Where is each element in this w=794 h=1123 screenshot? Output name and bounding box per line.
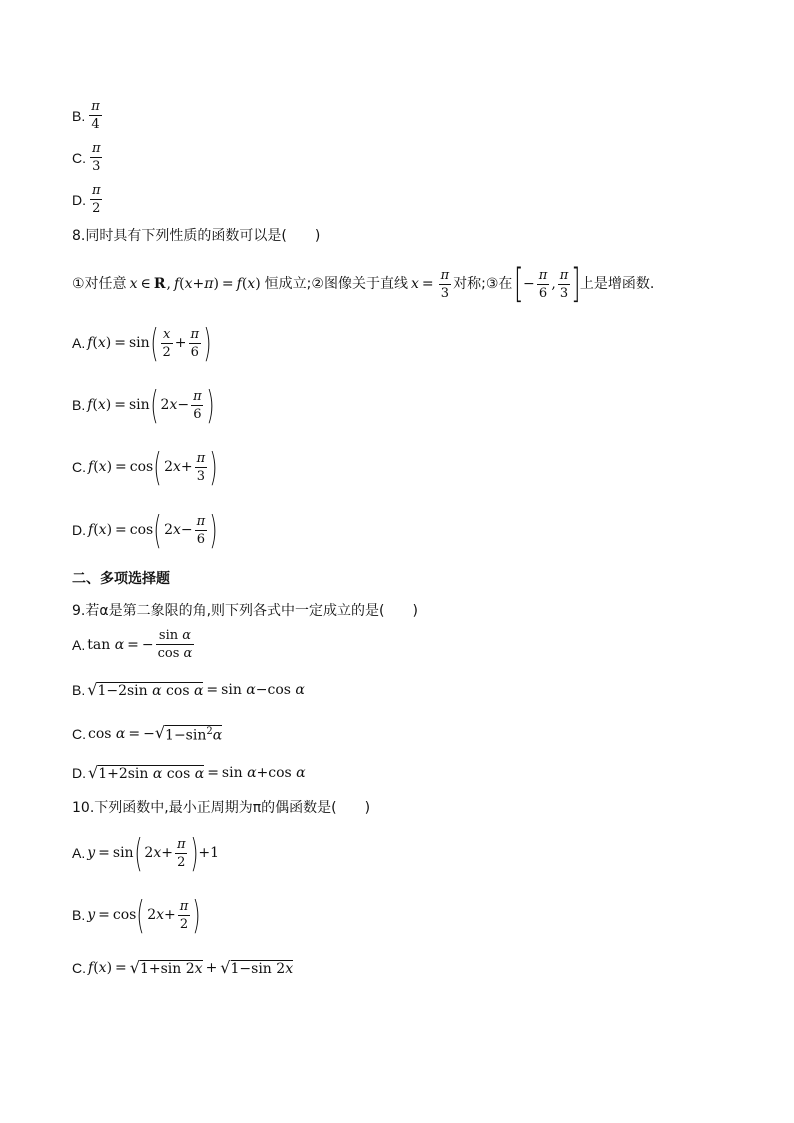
fraction: $\frac{\text{sin α}}{\text{cos α}}$ [157,628,193,661]
paren-group: ( 2x + $\frac{\pi}{3}$ ) [153,445,218,489]
q10-stem: 10.下列函数中,最小正周期为π的偶函数是( ) [72,800,371,816]
fraction [90,142,103,173]
option-label: B. [72,397,86,413]
option-label: A. [72,335,86,351]
numerator: π [92,183,101,198]
option-label: C. [72,725,86,742]
q9-stem: 9.若α是第二象限的角,则下列各式中一定成立的是( ) [72,603,418,619]
q9-option-a [72,629,196,660]
option-label: B. [72,107,86,124]
numerator: π [91,99,100,114]
sqrt-expr: √ 1+sin 2x [129,958,203,977]
q7-option-b [72,100,104,131]
q9-option-d [72,765,306,781]
math-expr: cos α = − [88,725,155,742]
interval: [ − $\frac{\pi}{6}$ , $\frac{\pi}{3}$ ] [514,261,581,307]
condition-3-suffix: 上是增函数. [579,276,655,292]
math-eq: = [421,276,434,292]
math-set: R [153,276,166,292]
q10-option-c [72,960,293,976]
q9-option-c [72,725,222,743]
q8-option-a [72,321,212,365]
math-expr: f(x) = [88,960,127,976]
q8-stem: 8.同时具有下列性质的函数可以是( ) [72,228,321,244]
numerator: π [92,141,101,156]
option-label: B. [72,907,86,923]
math-expr: y = sin [87,845,134,861]
paren-group: ( 2x + $\frac{\pi}{2}$ ) [136,893,201,937]
option-label: C. [72,960,86,976]
q9-option-b [72,682,305,698]
option-label: C. [72,149,86,166]
paren-group: ( $\frac{x}{2}$ + $\frac{\pi}{6}$ ) [150,321,212,365]
math-expr: +1 [198,845,219,861]
q8-option-b [72,383,215,427]
math-expr: = sin α+cos α [207,765,306,781]
option-label: C. [72,459,86,475]
option-label: A. [72,636,86,653]
q8-conditions [72,261,655,307]
fraction [89,100,102,131]
paren-group: ( 2x + $\frac{\pi}{2}$ ) [133,831,199,875]
denominator: 4 [91,117,100,132]
q7-option-d [72,184,105,215]
sqrt-expr: √ 1+2sin α cos α [88,763,205,782]
q8-option-d [72,508,218,552]
q10-option-a [72,831,219,875]
math-var: x [129,276,138,292]
option-label: D. [72,522,86,538]
denominator: 2 [92,201,101,216]
fraction: $\frac{\pi}{3}$ [440,267,450,301]
math-expr: = sin α−cos α [206,682,305,698]
math-var: x [410,276,419,292]
math-expr: tan α = − [87,636,154,653]
condition-1-prefix: ①对任意 [72,276,127,292]
option-label: D. [72,191,86,208]
sqrt-expr: √ 1−2sin α cos α [87,680,204,699]
sqrt-expr: √ $1-\sin^2\alpha$ [154,723,223,744]
condition-1-mid: 恒成立;②图像关于直线 [264,276,408,292]
math-plus: + [205,960,218,976]
option-label: D. [72,765,86,781]
section-heading: 二、多项选择题 [72,571,170,587]
option-label: B. [72,682,86,698]
math-expr: y = cos [87,907,137,923]
math-expr: f(x) = cos [88,459,154,475]
q8-option-c [72,445,218,489]
sqrt-expr: √ 1−sin 2x [220,958,294,977]
paren-group: ( 2x − $\frac{\pi}{6}$ ) [153,508,218,552]
math-expr: f(x) = cos [88,522,154,538]
fraction [90,184,103,215]
math-expr: f(x+π) = f(x) [173,276,261,292]
option-label: A. [72,845,86,861]
math-comma: , [166,276,171,292]
paren-group: ( 2x − $\frac{\pi}{6}$ ) [150,383,215,427]
math-expr: f(x) = sin [87,397,150,413]
denominator: 3 [92,159,101,174]
math-symbol: ∈ [140,276,151,292]
q10-option-b [72,893,201,937]
condition-2-suffix: 对称;③在 [453,276,513,292]
q7-option-c [72,142,105,173]
math-expr: f(x) = sin [87,335,150,351]
